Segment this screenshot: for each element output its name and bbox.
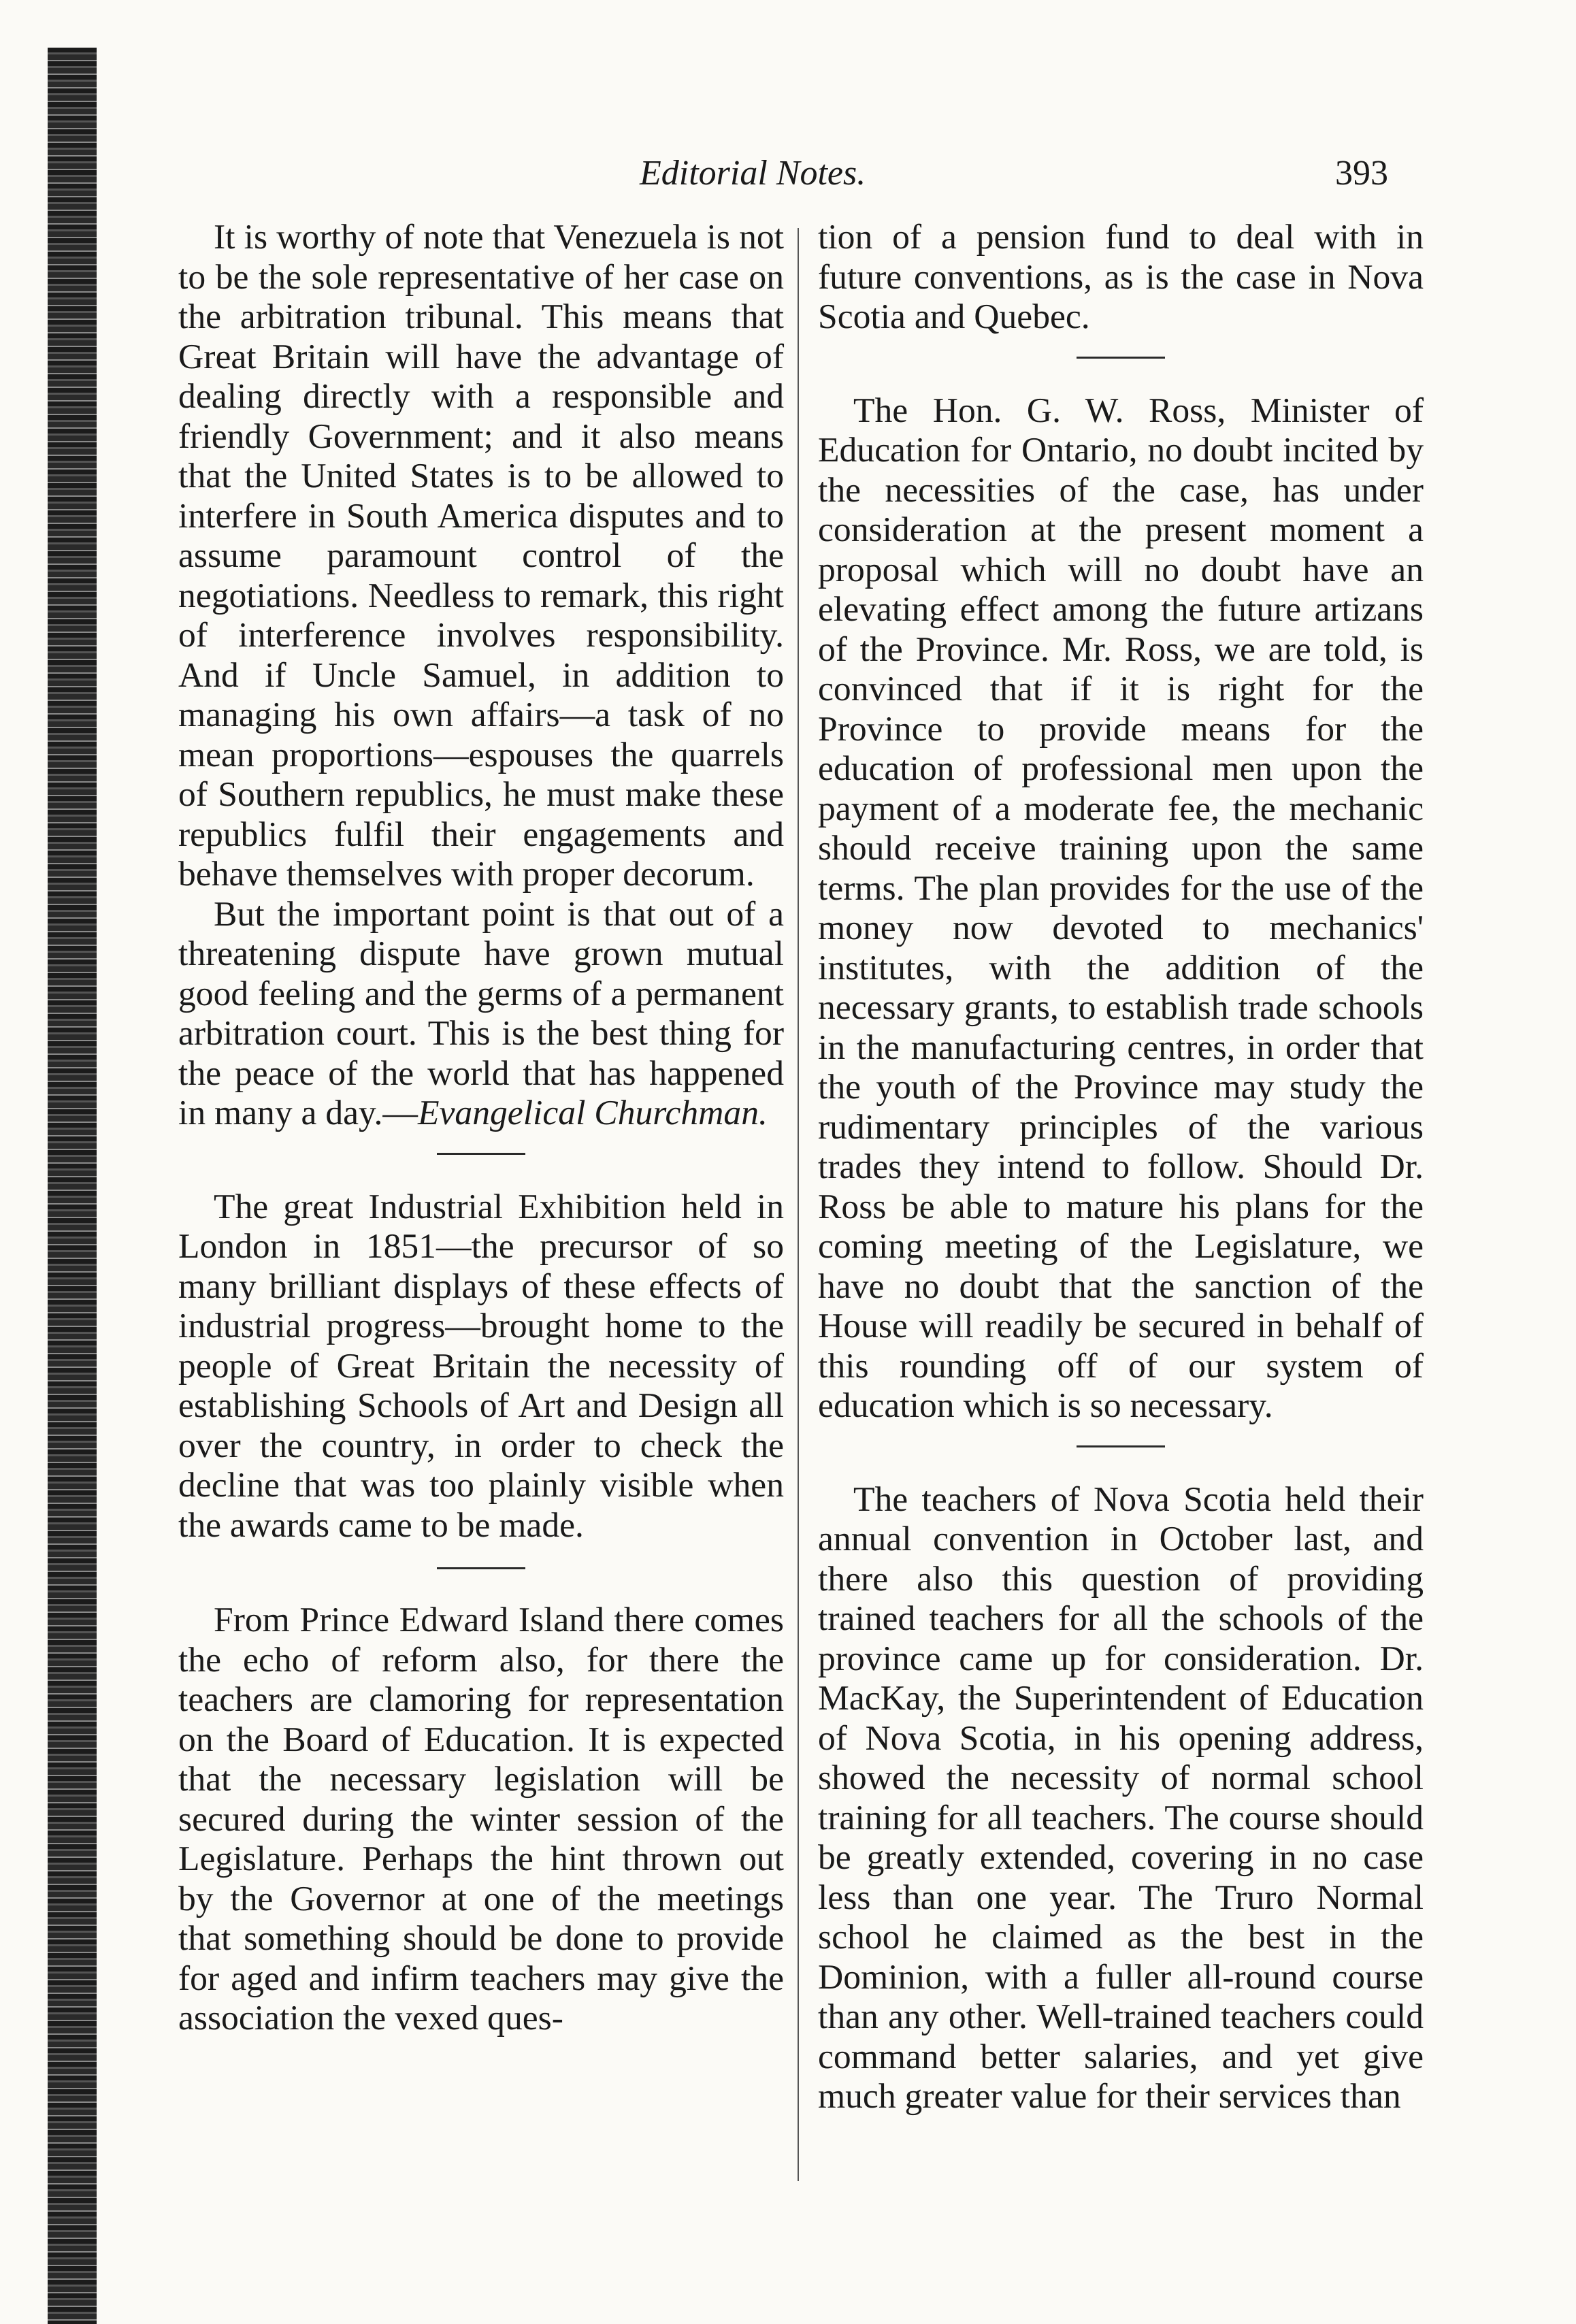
section-separator — [1077, 357, 1165, 359]
paragraph-arbitration-court-text: But the important point is that out of a threatening dispute have grown mutual good feeling and the germs of a permanent arbitration court. This is the best thing for the peace of the world that has happened in many a day.— — [178, 894, 784, 1132]
paragraph-industrial-exhibition: The great Industrial Exhibition held in London in 1851—the precursor of so many brilliant displays of these effects of industrial progress—brought home to the people of Great Britain the necessity of establishing Schools of Art and Design all over the country, in order to check the decline that was too plainly visible when the awards came to be made. — [178, 1187, 784, 1545]
column-rule — [798, 228, 799, 2181]
binding-edge — [48, 48, 97, 2324]
paragraph-arbitration-court — [178, 895, 784, 1134]
section-separator — [1077, 1445, 1165, 1447]
paragraph-venezuela-arbitration: It is worthy of note that Venezuela is not to be the sole representative of her case on the arbitration tribunal. This means that Great Britain will have the advantage of dealing directly with a responsible and friendly Government; and it also means that the United States is to be allowed to interfere in South America disputes and to assume paramount control of the negotiations. Needless to remark, this right of interference involves responsibility. And if Uncle Samuel, in addition to managing his own affairs—a task of no mean proportions—espouses the quarrels of Southern republics, he must make these republics fulfil their engagements and behave themselves with proper decorum. — [178, 218, 784, 894]
paragraph-nova-scotia-teachers: The teachers of Nova Scotia held their annual convention in October last, and there also this question of providing trained teachers for all the schools of the province came up for consideration. Dr. MacKay, the Superintendent of Education of Nova Scotia, in his opening address, showed the necessity of normal school training for all teachers. The course should be greatly extended, covering in no case less than one year. The Truro Normal school he claimed as the best in the Dominion, with a fuller all-round course than any other. Well-trained teachers could command better salaries, and yet give much greater value for their services than — [818, 1479, 1424, 2116]
paragraph-prince-edward-island: From Prince Edward Island there comes the echo of reform also, for there the teachers are clamoring for representation on the Board of Education. It is expected that the necessary legislation will be secured during the winter session of the Legislature. Perhaps the hint thrown out by the Governor at one of the meetings that something should be done to provide for aged and infirm teachers may give the association the vexed ques- — [178, 1601, 784, 2037]
right-column — [818, 218, 1424, 2117]
page-number: 393 — [1335, 154, 1388, 193]
source-citation: Evangelical Churchman. — [418, 1094, 768, 1132]
paragraph-pension-fund: tion of a pension fund to deal with in future conventions, as is the case in Nova Scotia and Quebec. — [818, 218, 1424, 336]
paragraph-trade-schools: The Hon. G. W. Ross, Minister of Education for Ontario, no doubt incited by the necessities of the case, has under consideration at the present moment a proposal which will no doubt have an elevating effect among the future artizans of the Province. Mr. Ross, we are told, is convinced that if it is right for the Province to provide means for the education of professional men upon the payment of a moderate fee, the mechanic should receive training upon the same terms. The plan provides for the use of the money now devoted to mechanics' institutes, with the addition of the necessary grants, to establish trade schools in the manufacturing centres, in order that the youth of the Province may study the rudimentary principles of the various trades they intend to follow. Should Dr. Ross be able to mature his plans for the coming meeting of the Legislature, we have no doubt that the sanction of the House will readily be secured in behalf of this rounding off of our system of education which is so necessary. — [818, 391, 1424, 1425]
section-separator — [437, 1153, 525, 1155]
section-separator — [437, 1567, 525, 1569]
running-head — [0, 146, 1576, 201]
left-column — [178, 218, 784, 2039]
running-title: Editorial Notes. — [640, 154, 866, 193]
